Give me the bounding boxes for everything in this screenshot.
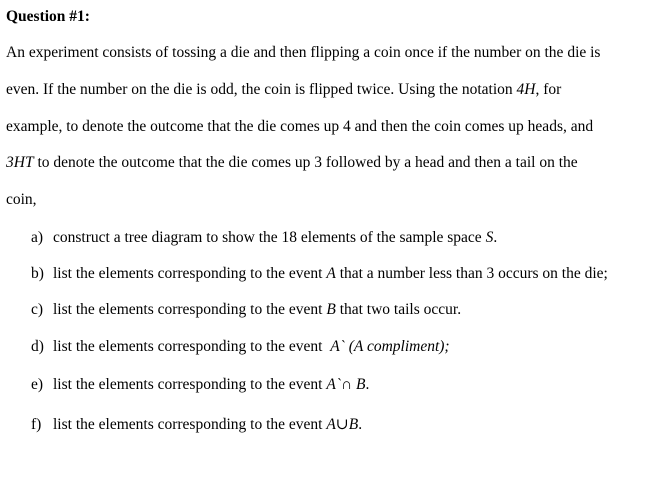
list-item-text — [53, 265, 608, 282]
list-marker: f) — [31, 416, 42, 433]
list-item-e — [31, 375, 369, 395]
list-item-c — [31, 300, 461, 320]
paragraph-line-5 — [6, 190, 37, 210]
paragraph-text: even. If the number on the die is odd, the coin is flipped twice. Using the notation — [6, 81, 517, 98]
list-marker: a) — [31, 229, 44, 246]
list-marker: d) — [31, 338, 44, 355]
list-item-text — [53, 416, 362, 433]
paragraph-text: example, to denote the outcome that the die comes up 4 and then the coin comes up heads, and — [6, 118, 594, 135]
list-item-text-part: list the elements corresponding to the event — [53, 376, 327, 393]
list-item-text-part: list the elements corresponding to the event — [53, 338, 331, 355]
list-item-text-part: list the elements corresponding to the event — [53, 416, 327, 433]
paragraph-line-4 — [6, 153, 578, 173]
list-item-emphasis: A` (A compliment); — [330, 338, 450, 355]
paragraph-text: , for — [535, 81, 562, 98]
list-marker: b) — [31, 265, 44, 282]
paragraph-line-3 — [6, 117, 593, 137]
paragraph-emphasis: 4H — [516, 81, 536, 98]
list-item-text-part: that a number less than 3 occurs on the die; — [335, 265, 608, 282]
question-heading: Question #1: — [6, 8, 90, 25]
list-item-b — [31, 264, 608, 284]
list-item-f — [31, 415, 362, 435]
paragraph-text: to denote the outcome that the die comes up 3 followed by a head and then a tail on the — [33, 154, 578, 171]
list-item-text-part: . — [365, 376, 370, 393]
list-marker: c) — [31, 301, 44, 318]
list-item-emphasis: A∪B — [326, 416, 359, 433]
list-item-text-part: construct a tree diagram to show the 18 elements of the sample space — [53, 229, 486, 246]
list-item-text-part: . — [358, 416, 363, 433]
list-item-text-part: that two tails occur. — [335, 301, 462, 318]
list-item-emphasis: A — [326, 265, 336, 282]
list-item-text-part: list the elements corresponding to the event — [53, 301, 327, 318]
list-item-text — [53, 338, 450, 355]
list-item-text-part: list the elements corresponding to the event — [53, 265, 327, 282]
list-item-emphasis: A`∩ B — [326, 376, 366, 393]
list-item-text — [53, 376, 369, 393]
list-marker: e) — [31, 376, 44, 393]
paragraph-line-2 — [6, 80, 561, 100]
list-item-text-part: . — [493, 229, 498, 246]
paragraph-line-1 — [6, 43, 600, 63]
paragraph-text: coin, — [6, 191, 37, 208]
list-item-emphasis: B — [326, 301, 336, 318]
list-item-a — [31, 228, 497, 248]
list-item-emphasis: S — [485, 229, 494, 246]
list-item-text — [53, 229, 497, 246]
list-item-text — [53, 301, 461, 318]
paragraph-text: An experiment consists of tossing a die and then flipping a coin once if the number on the die is — [6, 44, 601, 61]
paragraph-emphasis: 3HT — [6, 154, 34, 171]
list-item-d — [31, 337, 450, 357]
